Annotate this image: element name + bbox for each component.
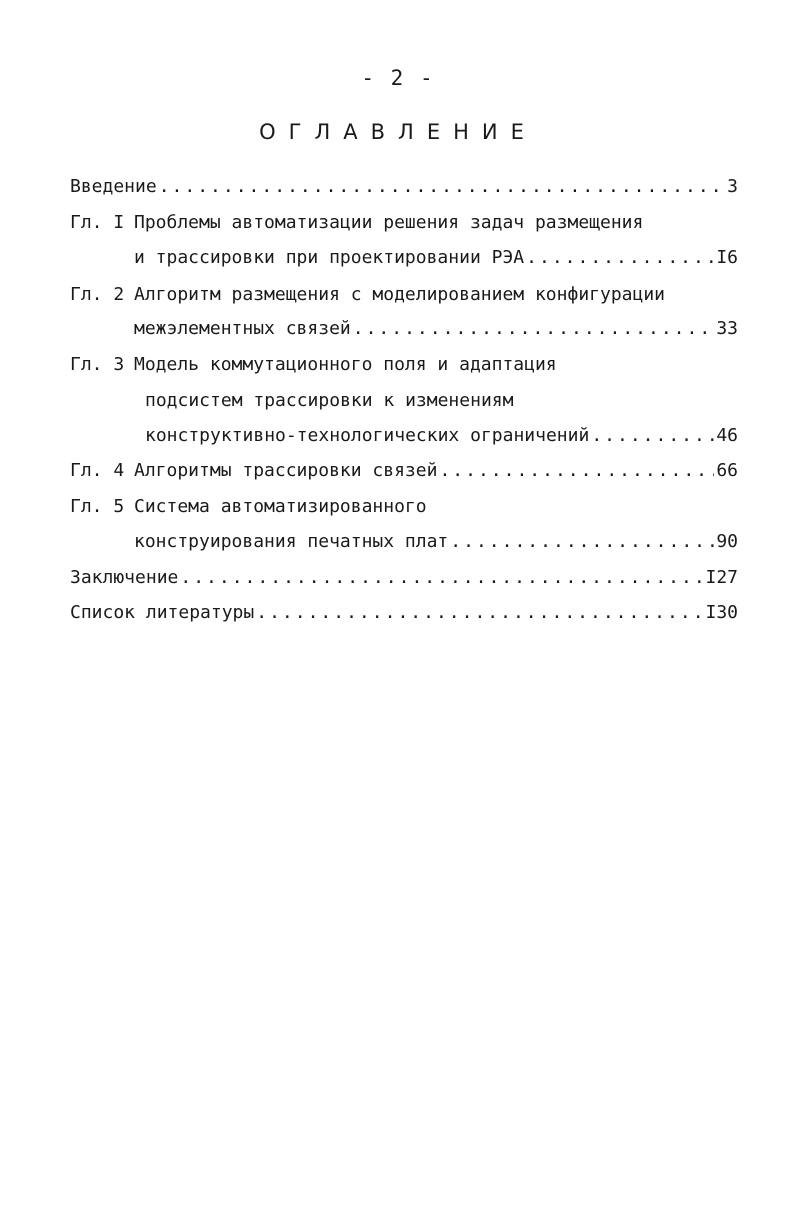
dot-leader xyxy=(526,241,714,275)
toc-entry-label: Алгоритм размещения с моделированием конфигурации xyxy=(134,284,666,305)
dot-leader xyxy=(159,170,725,204)
toc-entry-label: Система автоматизированного xyxy=(134,496,427,517)
toc-entry-label: Введение xyxy=(70,176,157,197)
chapter-prefix: Гл. 4 xyxy=(70,460,125,481)
toc-entry-label: межэлементных связей xyxy=(134,318,351,339)
chapter-prefix: Гл. I xyxy=(70,212,125,233)
chapter-prefix: Гл. 2 xyxy=(70,284,125,305)
toc-entry-page: 33 xyxy=(716,318,738,339)
toc-entry-label: Список литературы xyxy=(70,602,255,623)
toc-entry-chapter-5-line-2 xyxy=(134,525,738,559)
toc-entry-label: Проблемы автоматизации решения задач размещения xyxy=(134,212,644,233)
toc-entry-chapter-2-line-1 xyxy=(70,278,665,312)
toc-entry-chapter-3-line-2 xyxy=(145,384,513,418)
toc-entry-page: 46 xyxy=(716,425,738,446)
toc-entry-page: I27 xyxy=(705,567,738,588)
toc-entry-chapter-1-line-1 xyxy=(70,206,643,240)
toc-entry-label: конструктивно-технологических ограничений xyxy=(145,425,590,446)
toc-entry-page: 90 xyxy=(716,531,738,552)
toc-entry-chapter-4 xyxy=(70,454,738,488)
toc-title: ОГЛАВЛЕНИЕ xyxy=(259,120,537,144)
page-number: - 2 - xyxy=(361,66,435,90)
toc-entry-page: I30 xyxy=(705,602,738,623)
toc-entry-page: 3 xyxy=(727,176,738,197)
toc-entry-chapter-2-line-2 xyxy=(134,312,738,346)
toc-entry-chapter-3-line-1 xyxy=(70,348,557,382)
toc-entry-bibliography xyxy=(70,596,738,630)
toc-entry-chapter-5-line-1 xyxy=(70,490,427,524)
toc-entry-chapter-3-line-3 xyxy=(145,419,738,453)
dot-leader xyxy=(256,596,703,630)
toc-entry-label: Заключение xyxy=(70,567,179,588)
toc-entry-page: 66 xyxy=(716,460,738,481)
toc-entry-label: конструирования печатных плат xyxy=(134,531,449,552)
toc-entry-label: Модель коммутационного поля и адаптация xyxy=(134,354,557,375)
chapter-prefix: Гл. 3 xyxy=(70,354,125,375)
toc-entry-page: I6 xyxy=(716,247,738,268)
toc-entry-label: Алгоритмы трассировки связей xyxy=(134,460,438,481)
chapter-prefix: Гл. 5 xyxy=(70,496,125,517)
toc-entry-label: и трассировки при проектировании РЭА xyxy=(134,247,525,268)
dot-leader xyxy=(439,454,714,488)
dot-leader xyxy=(450,525,714,559)
toc-entry-introduction xyxy=(70,170,738,204)
dot-leader xyxy=(180,561,703,595)
dot-leader xyxy=(591,419,714,453)
toc-entry-conclusion xyxy=(70,561,738,595)
dot-leader xyxy=(353,312,715,346)
toc-entry-label: подсистем трассировки к изменениям xyxy=(145,390,514,411)
toc-entry-chapter-1-line-2 xyxy=(134,241,738,275)
